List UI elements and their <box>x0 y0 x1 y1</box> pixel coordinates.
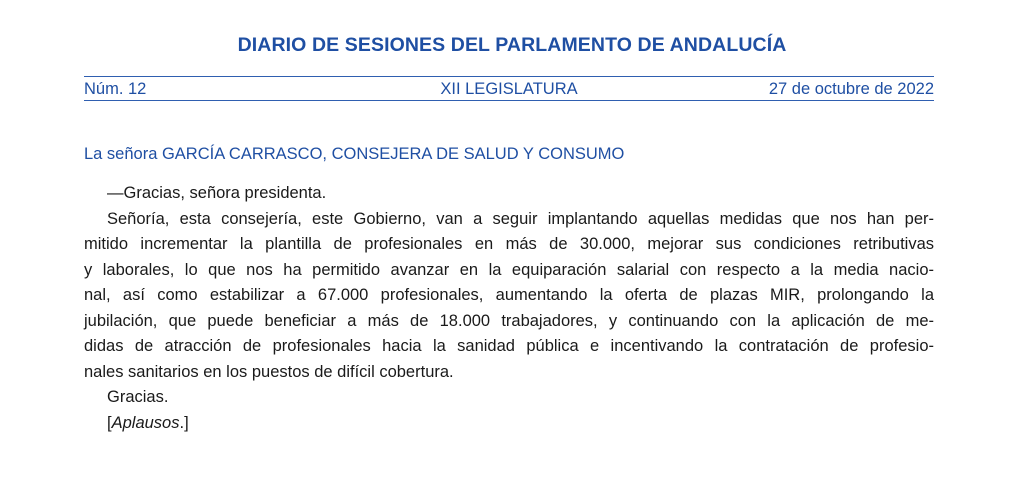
issue-number: Núm. 12 <box>84 80 147 98</box>
paragraph-line: nales sanitarios en los puestos de difícil cobertura. <box>84 362 454 381</box>
speaker-heading: La señora GARCÍA CARRASCO, CONSEJERA DE SALUD Y CONSUMO <box>84 145 625 163</box>
paragraph-line: y laborales, lo que nos ha permitido avanzar en la equiparación salarial con respecto a la media nacio- <box>84 260 934 279</box>
header-rule-bottom <box>84 100 934 101</box>
paragraph-line: Señoría, esta consejería, este Gobierno, van a seguir implantando aquellas medidas que nos han per- <box>107 209 934 228</box>
stage-direction <box>84 411 934 437</box>
paragraph-line: mitido incrementar la plantilla de profesionales en más de 30.000, mejorar sus condiciones retributivas <box>84 235 934 253</box>
opening-line: —Gracias, señora presidenta. <box>107 184 327 202</box>
stage-direction-close: .] <box>179 413 189 432</box>
paragraph-line: nal, así como estabilizar a 67.000 profesionales, aumentando la oferta de plazas MIR, prolongando la <box>84 286 934 304</box>
session-date: 27 de octubre de 2022 <box>768 80 934 98</box>
paragraph-line: jubilación, que puede beneficiar a más de 18.000 trabajadores, y continuando con la aplicación de me- <box>84 311 934 330</box>
stage-direction-text: Aplausos <box>111 413 180 432</box>
legislature-label: XII LEGISLATURA <box>440 80 578 98</box>
header-rule-top <box>84 76 934 77</box>
header-meta-row <box>84 79 934 99</box>
journal-title: DIARIO DE SESIONES DEL PARLAMENTO DE ANDALUCÍA <box>237 34 787 56</box>
closing-line: Gracias. <box>107 388 169 406</box>
stage-direction-open: [ <box>107 413 112 432</box>
paragraph-line: didas de atracción de profesionales hacia la sanidad pública e incentivando la contratación de profesio- <box>84 337 934 355</box>
speech-body <box>84 181 934 436</box>
